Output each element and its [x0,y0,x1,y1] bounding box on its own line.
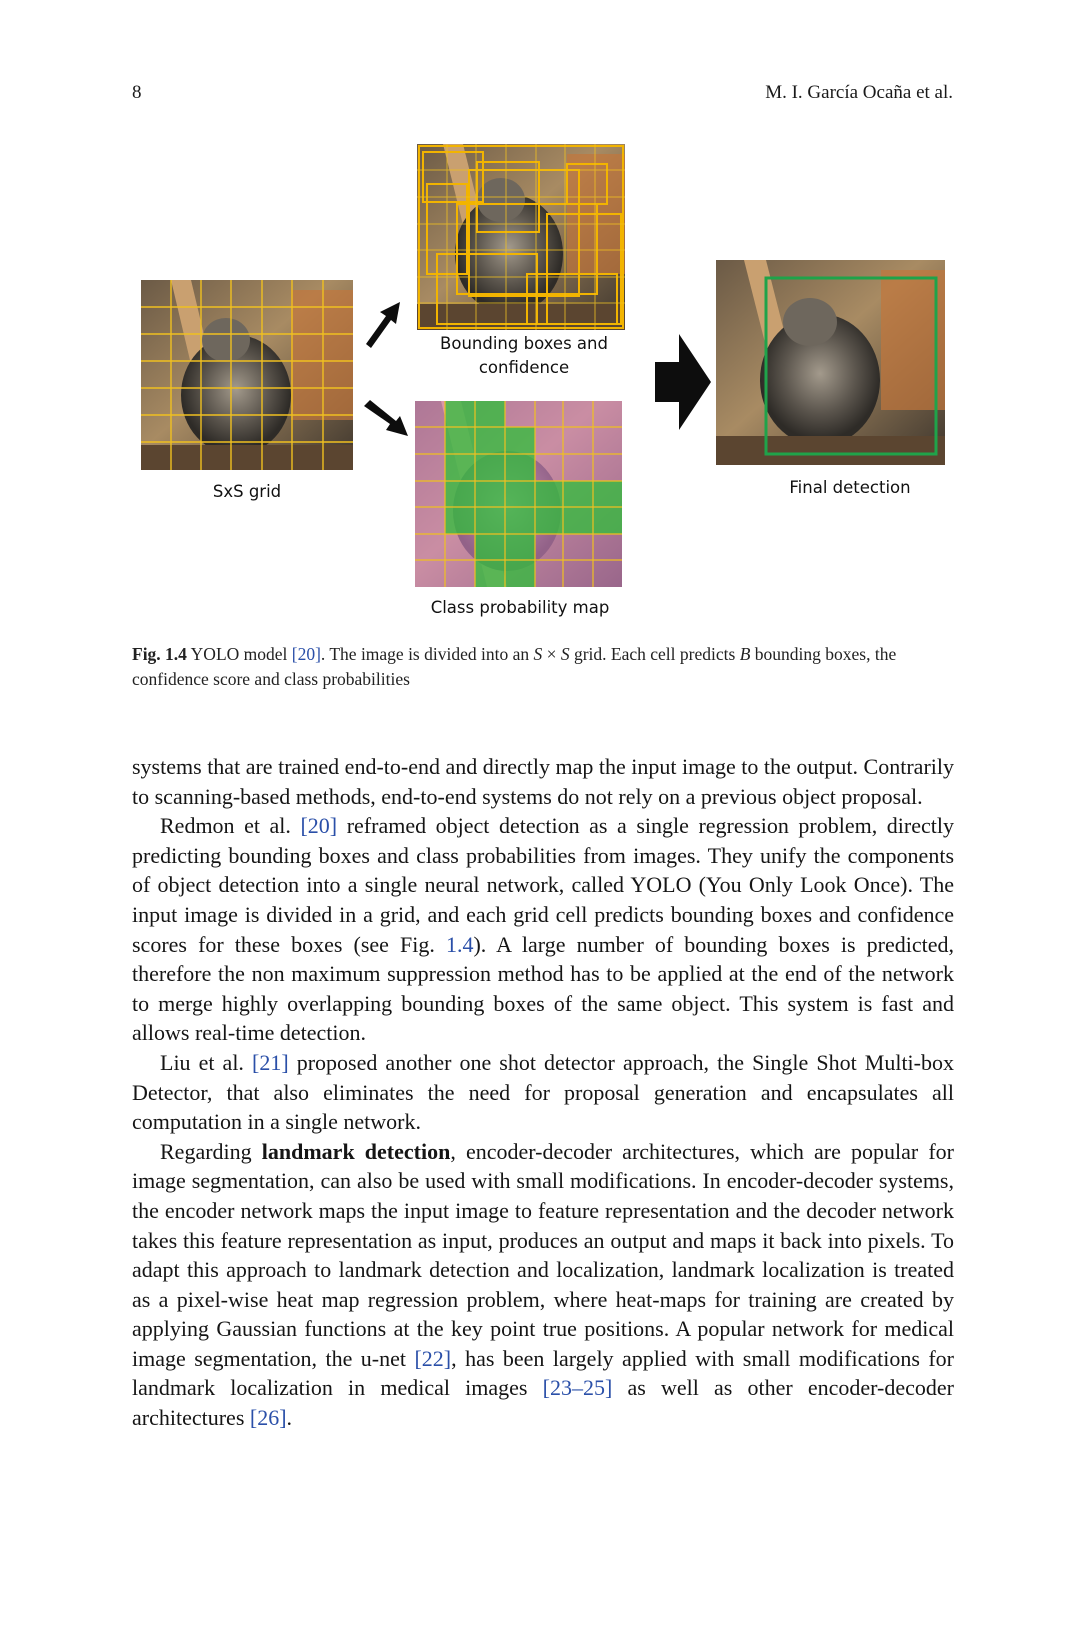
probmap-label: Class probability map [430,598,610,617]
text-run: Redmon et al. [160,813,301,839]
boxes-label [420,332,628,380]
caption-text: bounding boxes, the confidence score and class probabilities [132,644,897,689]
final-detection-image [716,260,945,465]
bold-term: landmark detection [261,1138,451,1164]
text-run: reframed object detection as a single regression problem, directly predicting bounding boxes and class probabilities from images. They unify the components of object detection into a single neural network, called YOLO (You Only Look Once). The input image is divided in a grid, and each grid cell predicts bounding boxes and confidence scores for these boxes (see Fig. [132,813,954,957]
body-text [132,752,954,1433]
caption-text: × [542,644,561,664]
math-var: B [739,644,751,664]
caption-text: grid. Each cell predicts [569,644,740,664]
ref-link[interactable]: [22] [414,1345,452,1371]
caption-text: . The image is divided into an [320,644,534,664]
figure-ref-link[interactable]: 1.4 [445,931,474,957]
math-var: S [560,644,570,664]
yolo-figure [0,0,1073,720]
class-probability-map-image [415,401,622,587]
text-run: ). A large number of bounding boxes is predicted, therefore the non maximum suppression method has to be applied at the end of the network to merge highly overlapping bounding boxes of the same object. This system is fast and allows real-time detection. [132,931,954,1046]
figure-caption [132,642,952,692]
text-run: , encoder-decoder architectures, which are popular for image segmentation, can also be used with small modifications. In encoder-decoder systems, the encoder network maps the input image to feature representation and the decoder network takes this feature representation as input, produces an output and maps it back into pixels. To adapt this approach to landmark detection and localization, landmark localization is treated as a pixel-wise heat map regression problem, where heat-maps for training are created by applying Gaussian functions at the key point true positions. A popular network for medical image segmentation, the u-net [132,1138,954,1371]
text-run: Liu et al. [160,1049,252,1075]
math-var: S [533,644,543,664]
text-run: , has been largely applied with small modifications for landmark localization in medical images [132,1345,955,1401]
arrow-up-icon [360,298,404,348]
final-label: Final detection [789,478,911,497]
boxes-label-line1: Bounding boxes and [440,334,608,353]
text-run: . [286,1405,293,1431]
figure-number: Fig. 1.4 [132,644,187,664]
caption-text: YOLO model [186,644,292,664]
ref-link[interactable]: [20] [300,813,338,839]
text-run: as well as other encoder-decoder architectures [132,1375,954,1431]
grid-label: SxS grid [212,482,282,501]
text-run: Regarding [160,1138,262,1164]
ref-link[interactable]: [26] [249,1405,287,1431]
ref-link[interactable]: [21] [252,1049,289,1075]
paragraph-3 [132,1048,954,1137]
bounding-boxes-image [417,144,625,330]
ref-link[interactable]: [20] [291,644,321,664]
page-number: 8 [132,82,142,103]
running-authors: M. I. García Ocaña et al. [765,82,953,103]
arrow-right-icon [655,334,711,430]
ref-link[interactable]: [23–25] [542,1375,613,1401]
arrow-down-icon [362,398,410,440]
text-run: proposed another one shot detector approach, the Single Shot Multi-box Detector, that also eliminates the need for proposal generation and encapsulates all computation in a single network. [132,1049,954,1135]
paragraph-1: systems that are trained end-to-end and directly map the input image to the output. Contrarily to scanning-based methods, end-to-end systems do not rely on a previous object proposal. [132,754,954,809]
sxs-grid-image [141,280,353,470]
paragraph-2 [132,811,954,1048]
boxes-label-line2: confidence [478,358,570,377]
paragraph-4 [132,1137,954,1433]
